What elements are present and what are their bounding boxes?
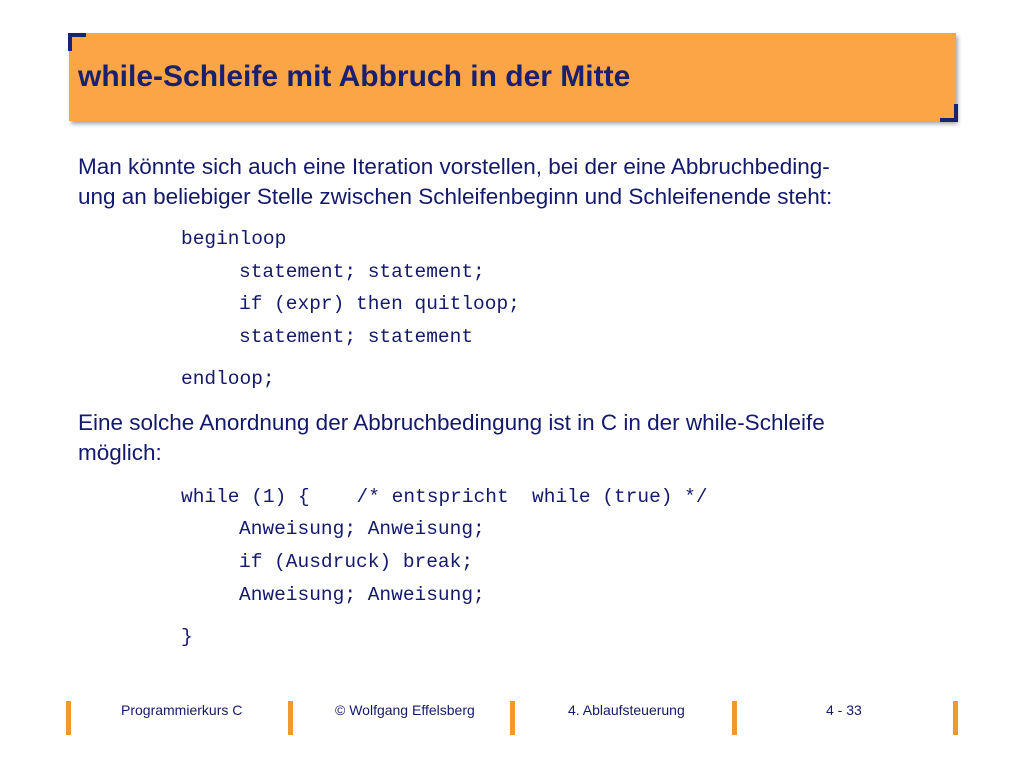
footer-divider [732, 701, 737, 735]
footer-divider [510, 701, 515, 735]
paragraph-2-line-1: Eine solche Anordnung der Abbruchbedingung ist in C in der while-Schleife [78, 410, 825, 435]
code-line: if (expr) then quitloop; [239, 293, 520, 315]
code-line: Anweisung; Anweisung; [239, 584, 485, 606]
paragraph-2-line-2: möglich: [78, 440, 162, 465]
code-line: statement; statement [239, 326, 474, 348]
paragraph-1 [78, 152, 958, 212]
footer-page-number: 4 - 33 [826, 702, 862, 718]
code-line: if (Ausdruck) break; [239, 551, 474, 573]
code-line: endloop; [181, 368, 275, 390]
corner-bracket-bottom-right-vertical [954, 104, 958, 122]
footer-author: © Wolfgang Effelsberg [335, 702, 475, 718]
footer-divider [288, 701, 293, 735]
paragraph-1-line-1: Man könnte sich auch eine Iteration vorstellen, bei der eine Abbruchbeding- [78, 154, 830, 179]
code-line: beginloop [181, 228, 287, 250]
slide-title: while-Schleife mit Abbruch in der Mitte [78, 60, 631, 93]
code-line: while (1) { /* entspricht while (true) */ [181, 486, 708, 508]
footer-divider [66, 701, 71, 735]
code-line: statement; statement; [239, 261, 485, 283]
footer-course: Programmierkurs C [121, 702, 243, 718]
code-line: } [181, 626, 193, 648]
paragraph-2 [78, 408, 958, 468]
paragraph-1-line-2: ung an beliebiger Stelle zwischen Schleifenbeginn und Schleifenende steht: [78, 184, 833, 209]
footer-divider [953, 701, 958, 735]
code-line: Anweisung; Anweisung; [239, 518, 485, 540]
footer-chapter: 4. Ablaufsteuerung [568, 702, 685, 718]
corner-bracket-top-left-vertical [68, 33, 72, 51]
